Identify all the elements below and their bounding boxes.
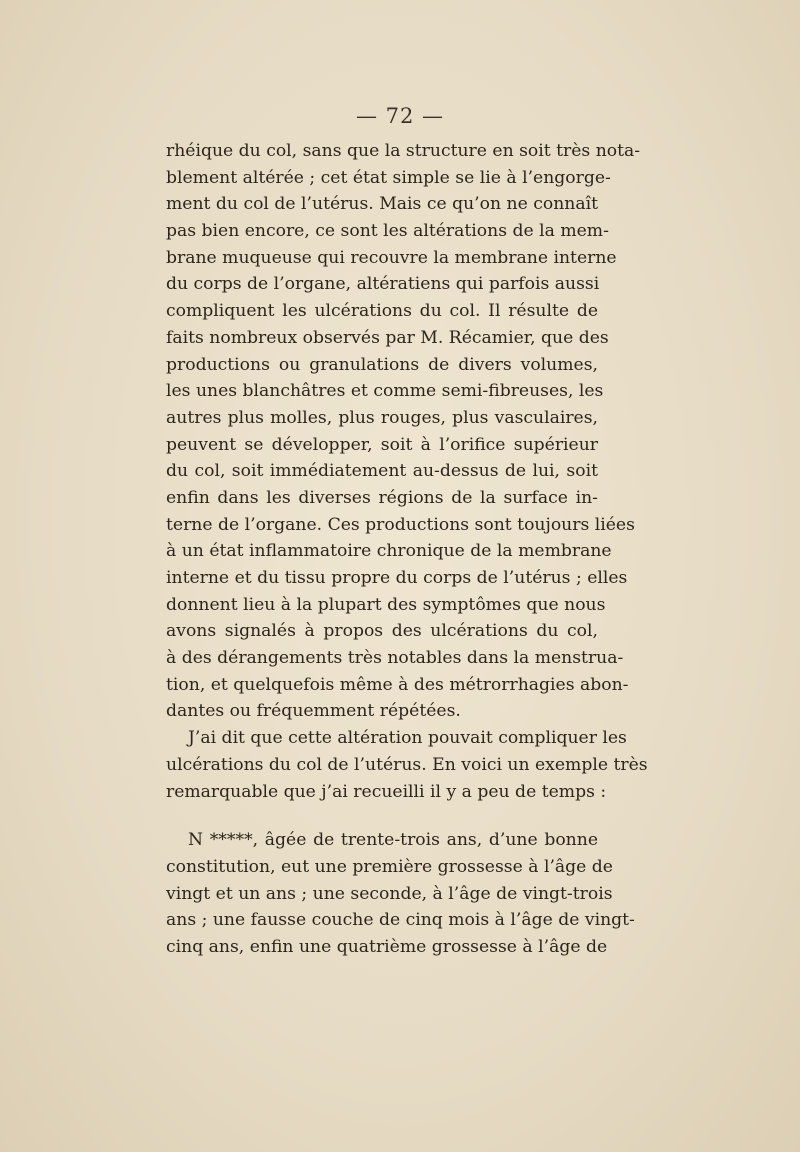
text-line: ans ; une fausse couche de cinq mois à l’âge de vingt- [166, 910, 635, 931]
text-line: à des dérangements très notables dans la menstrua- [166, 648, 624, 669]
text-line: du corps de l’organe, altératiens qui parfois aussi [166, 274, 600, 295]
text-line: brane muqueuse qui recouvre la membrane interne [166, 247, 617, 268]
text-line: tion, et quelquefois même à des métrorrhagies abon- [166, 674, 629, 695]
text-line: ment du col de l’utérus. Mais ce qu’on ne connaît [166, 194, 598, 215]
paragraph [166, 725, 648, 805]
text-line: vingt et un ans ; une seconde, à l’âge de vingt-trois [166, 883, 613, 904]
text-line: pas bien encore, ce sont les altérations de la mem- [166, 221, 609, 242]
text-line: rhéique du col, sans que la structure en soit très nota- [166, 141, 641, 161]
text-line: terne de l’organe. Ces productions sont toujours liées [166, 514, 635, 535]
text-line: constitution, eut une première grossesse à l’âge de [166, 856, 613, 877]
text-line: compliquent les ulcérations du col. Il résulte de [166, 301, 598, 322]
text-line: cinq ans, enfin une quatrième grossesse à l’âge de [166, 936, 608, 957]
paragraph [166, 827, 635, 960]
text-line: ulcérations du col de l’utérus. En voici un exemple très [166, 754, 648, 775]
text-line: J’ai dit que cette altération pouvait compliquer les [188, 728, 627, 749]
body-text [166, 138, 648, 961]
text-line: peuvent se développer, soit à l’orifice supérieur [166, 434, 598, 455]
text-line: productions ou granulations de divers volumes, [166, 354, 598, 375]
text-line: interne et du tissu propre du corps de l’utérus ; elles [166, 568, 628, 588]
text-line: à un état inflammatoire chronique de la membrane [166, 541, 612, 562]
text-line: blement altérée ; cet état simple se lie à l’engorge- [166, 167, 611, 188]
text-line: enfin dans les diverses régions de la surface in- [166, 487, 598, 508]
text-line: donnent lieu à la plupart des symptômes que nous [166, 594, 606, 615]
text-line: dantes ou fréquemment répétées. [166, 701, 461, 722]
text-line: avons signalés à propos des ulcérations du col, [166, 621, 598, 642]
paragraph-gap [166, 805, 598, 827]
text-line: faits nombreux observés par M. Récamier, que des [166, 327, 609, 348]
text-line: du col, soit immédiatement au-dessus de lui, soit [166, 461, 598, 482]
page-number: — 72 — [355, 104, 445, 128]
text-line: remarquable que j’ai recueilli il y a peu de temps : [166, 781, 607, 802]
text-line: N *****, âgée de trente-trois ans, d’une bonne [188, 830, 598, 851]
text-line: les unes blanchâtres et comme semi-fibreuses, les [166, 381, 604, 402]
paragraph [166, 138, 641, 725]
text-line: autres plus molles, plus rouges, plus vasculaires, [166, 407, 598, 428]
